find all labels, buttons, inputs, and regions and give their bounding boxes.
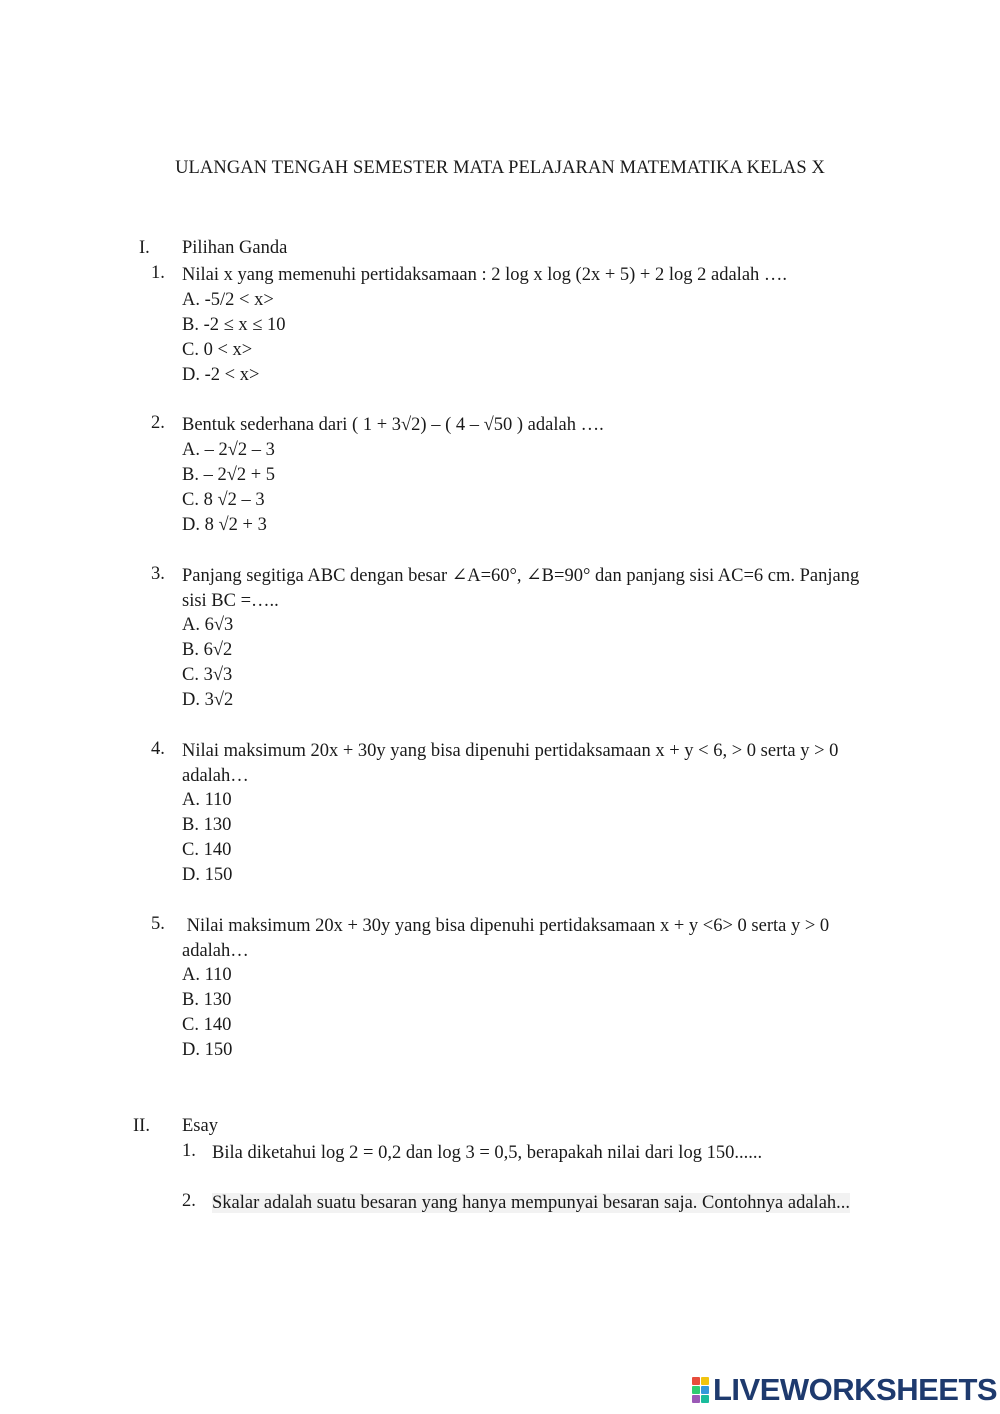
essay-number: 1. [182,1141,196,1161]
option-c[interactable]: C. 140 [182,840,232,860]
options [182,438,275,538]
question-number: 5. [151,914,165,934]
question-text: Nilai maksimum 20x + 30y yang bisa dipenuhi pertidaksamaan x + y <6> 0 serta y > 0 adalah… [182,916,834,961]
question-number: 4. [151,739,165,759]
option-a[interactable]: A. 110 [182,790,232,810]
question-text: Bentuk sederhana dari ( 1 + 3√2) – ( 4 – √50 ) adalah …. [182,415,604,435]
essay-text-content: Skalar adalah suatu besaran yang hanya mempunyai besaran saja. Contohnya adalah... [212,1193,851,1213]
option-c[interactable]: C. 140 [182,1015,232,1035]
option-a[interactable]: A. -5/2 < x> [182,290,274,310]
option-b[interactable]: B. 130 [182,815,232,835]
option-d[interactable]: D. 3√2 [182,690,234,710]
option-b[interactable]: B. – 2√2 + 5 [182,465,276,485]
essay-number: 2. [182,1191,196,1211]
option-b[interactable]: B. 130 [182,990,232,1010]
logo-text: LIVEWORKSHEETS [713,1372,998,1407]
options [182,963,232,1063]
option-d[interactable]: D. 150 [182,865,233,885]
essay-text: Bila diketahui log 2 = 0,2 dan log 3 = 0,5, berapakah nilai dari log 150...... [212,1143,763,1163]
option-c[interactable]: C. 3√3 [182,665,233,685]
option-a[interactable]: A. 6√3 [182,615,234,635]
question-text: Panjang segitiga ABC dengan besar ∠A=60°, ∠B=90° dan panjang sisi AC=6 cm. Panjang sisi BC =….. [182,566,860,611]
question-text: Nilai maksimum 20x + 30y yang bisa dipenuhi pertidaksamaan x + y < 6, > 0 serta y > 0 adalah… [182,741,839,786]
option-d[interactable]: D. 150 [182,1040,233,1060]
page-title: ULANGAN TENGAH SEMESTER MATA PELAJARAN MATEMATIKA KELAS X [175,158,825,178]
option-b[interactable]: B. -2 ≤ x ≤ 10 [182,315,286,335]
section-1-title: Pilihan Ganda [182,238,288,258]
option-d[interactable]: D. 8 √2 + 3 [182,515,267,535]
options [182,613,233,713]
option-a[interactable]: A. 110 [182,965,232,985]
section-2-number: II. [133,1116,150,1136]
question-number: 2. [151,413,165,433]
option-a[interactable]: A. – 2√2 – 3 [182,440,275,460]
option-d[interactable]: D. -2 < x> [182,365,260,385]
section-2-title: Esay [182,1116,218,1136]
essay-text [212,1191,852,1216]
option-c[interactable]: C. 8 √2 – 3 [182,490,265,510]
question-number: 3. [151,564,165,584]
options [182,788,232,888]
option-b[interactable]: B. 6√2 [182,640,233,660]
question-text: Nilai x yang memenuhi pertidaksamaan : 2 log x log (2x + 5) + 2 log 2 adalah …. [182,265,788,285]
section-1-number: I. [139,238,150,258]
logo-icon [692,1377,709,1403]
liveworksheets-logo[interactable] [692,1374,997,1406]
option-c[interactable]: C. 0 < x> [182,340,253,360]
question-number: 1. [151,263,165,283]
options [182,288,286,388]
